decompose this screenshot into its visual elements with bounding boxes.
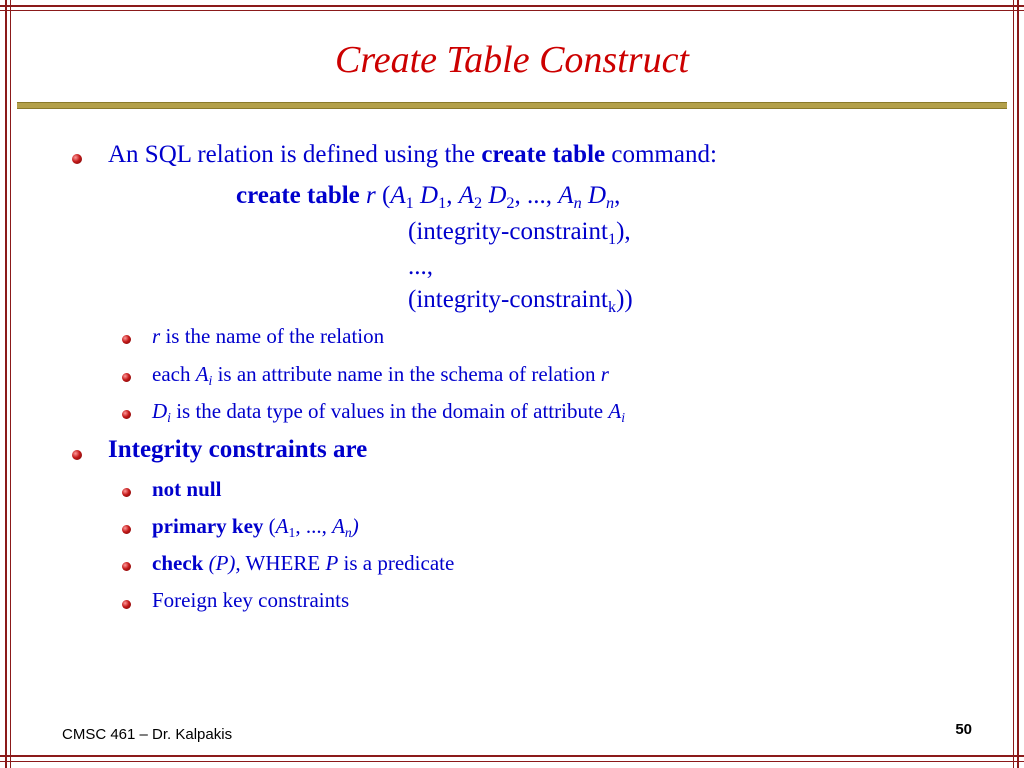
bullet-icon xyxy=(72,154,82,164)
bullet-integrity-constraints: Integrity constraints are xyxy=(108,436,368,463)
page-number: 50 xyxy=(955,721,972,738)
syntax-line-1: create table r ($A_1$ $D_1$, $A_2$ $D_2$, ..., $A_n$ $D_n$, xyxy=(236,182,621,212)
bullet-icon xyxy=(72,450,82,460)
sub-bullet-ai: each $A_i$ is an attribute name in the schema of relation r xyxy=(152,362,609,389)
sub-bullet-primary-key: primary key ($A_1$, ..., $A_n$) xyxy=(152,514,359,541)
syntax-line-2: (integrity-constraint$_1$), xyxy=(408,218,631,248)
slide-title: Create Table Construct xyxy=(335,39,689,81)
sub-bullet-r: r is the name of the relation xyxy=(152,324,385,348)
bullet-icon xyxy=(122,488,131,497)
bullet-icon xyxy=(122,600,131,609)
bullet-relation-definition: An SQL relation is defined using the create table command: xyxy=(108,141,717,168)
bullet-icon xyxy=(122,335,131,344)
sub-bullet-not-null: not null xyxy=(152,477,222,501)
bullet-icon xyxy=(122,525,131,534)
sub-bullet-check: check (P), WHERE P is a predicate xyxy=(152,551,455,575)
bullet-icon xyxy=(122,562,131,571)
sub-bullet-foreign-key: Foreign key constraints xyxy=(152,588,350,612)
sub-bullet-di: $D_i$ is the data type of values in the domain of attribute $A_i$ xyxy=(152,399,625,426)
slide-footer: CMSC 461 – Dr. Kalpakis xyxy=(62,726,233,743)
bullet-icon xyxy=(122,373,131,382)
syntax-line-4: (integrity-constraint$_k$)) xyxy=(408,286,633,316)
bullet-icon xyxy=(122,410,131,419)
syntax-line-3: ..., xyxy=(408,253,433,280)
